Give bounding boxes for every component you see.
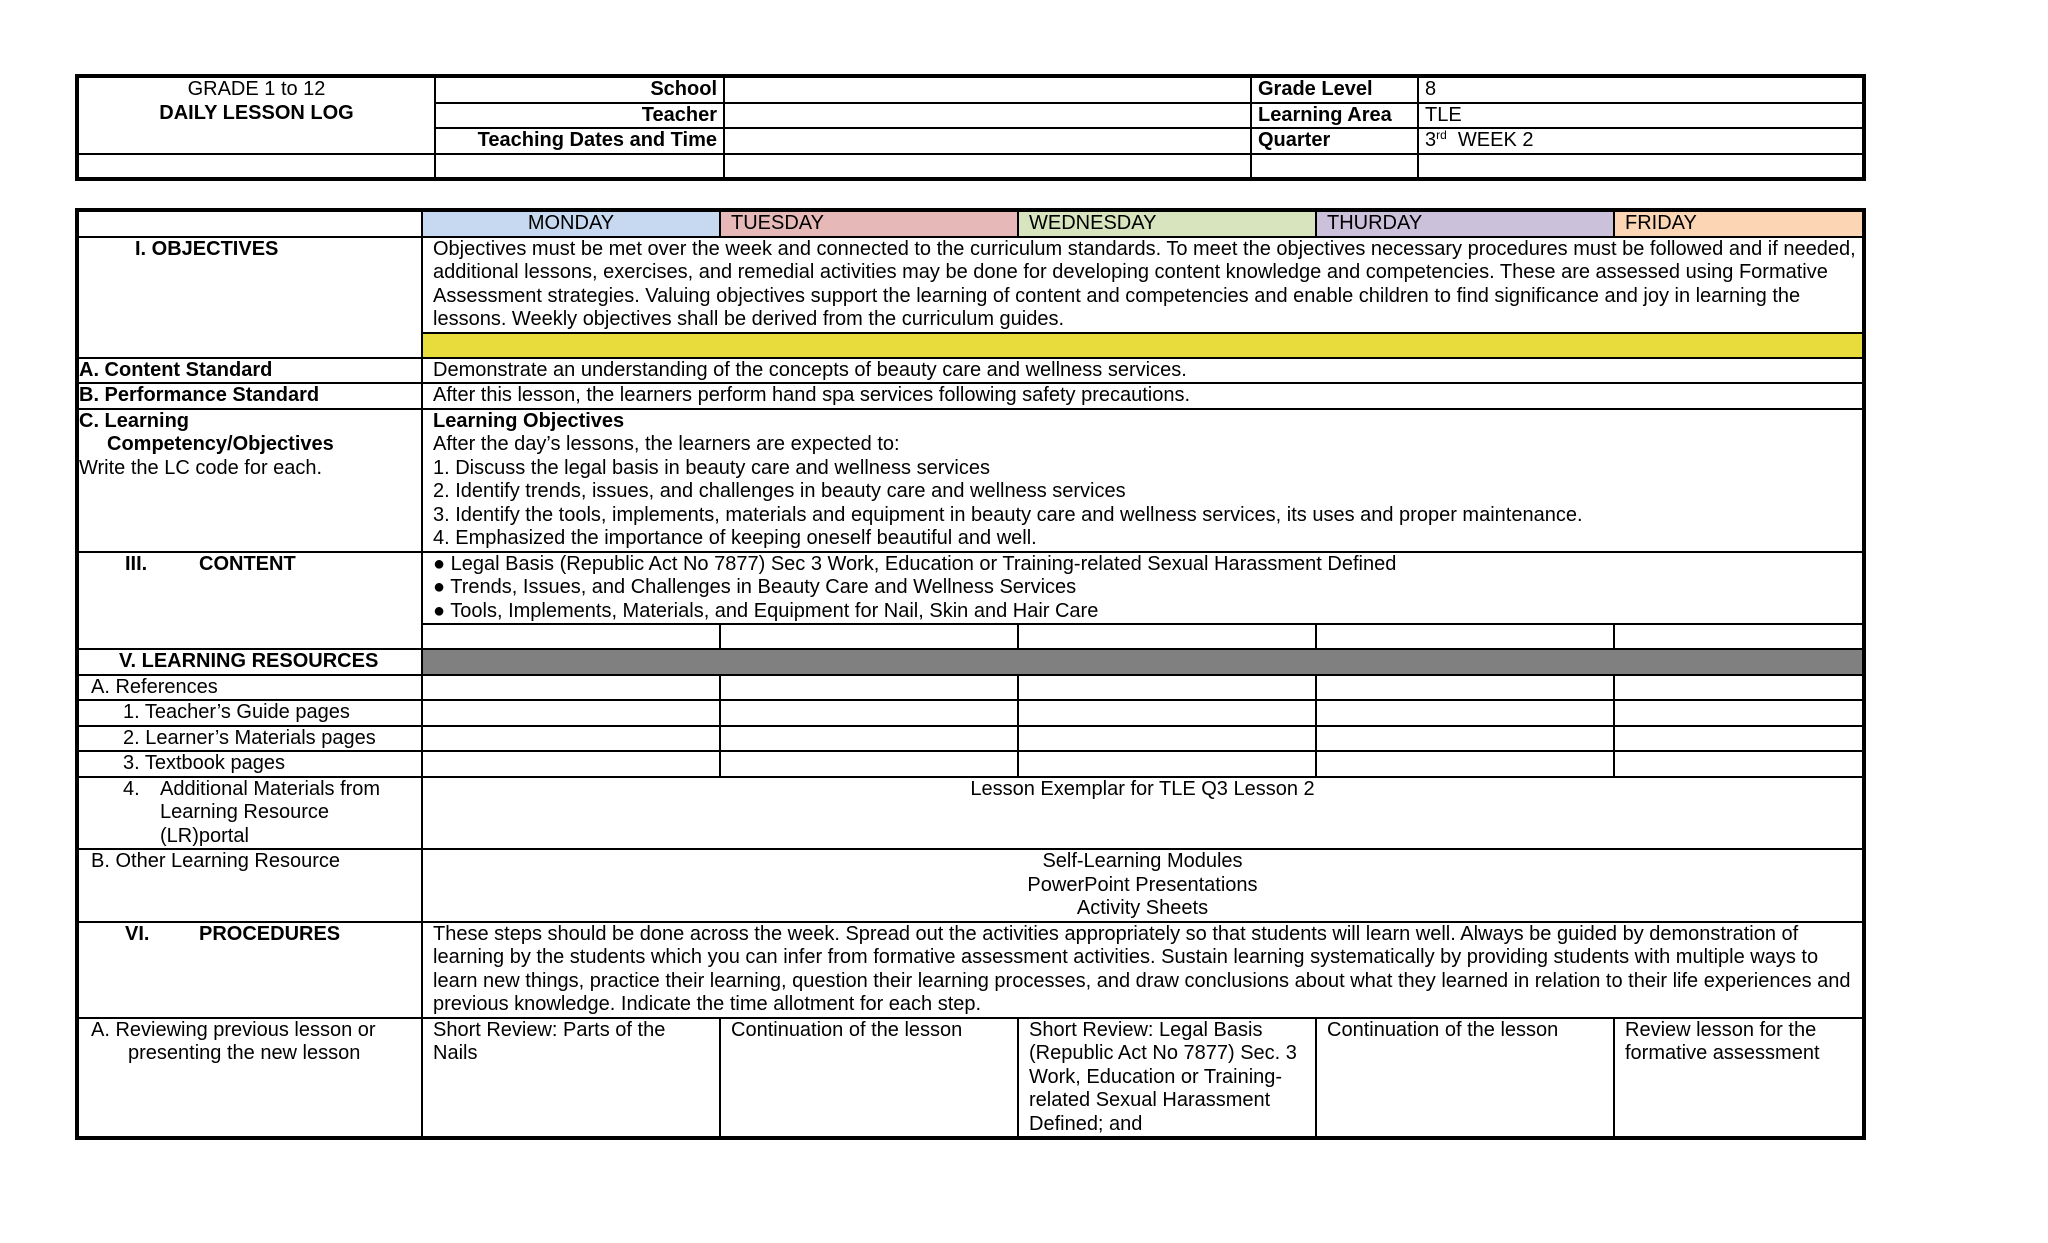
additional-materials-value: Lesson Exemplar for TLE Q3 Lesson 2: [422, 777, 1864, 850]
content-standard-text: Demonstrate an understanding of the concepts of beauty care and wellness services.: [422, 358, 1864, 384]
competency-label: C. Learning Competency/Objectives Write the LC code for each.: [77, 409, 422, 552]
lm-friday: [1614, 726, 1864, 752]
teacher-label: Teacher: [435, 103, 724, 129]
lm-tuesday: [720, 726, 1018, 752]
references-wednesday: [1018, 675, 1316, 701]
learning-area-value: TLE: [1418, 103, 1864, 129]
competency-intro: After the day’s lessons, the learners are expected to:: [433, 433, 900, 455]
header-blank-2: [435, 154, 724, 179]
day-friday: FRIDAY: [1614, 210, 1864, 237]
competency-item: 2. Identify trends, issues, and challenges in beauty care and wellness services: [433, 480, 1126, 502]
header-table: [75, 74, 1866, 181]
teacher-value: [724, 103, 1251, 129]
performance-standard-text: After this lesson, the learners perform hand spa services following safety precautions.: [422, 383, 1864, 409]
content-wednesday: [1018, 624, 1316, 649]
day-monday: MONDAY: [422, 210, 720, 237]
procedures-text: These steps should be done across the week. Spread out the activities appropriately so that students will learn well. Always be guided by demonstration of learning by the students which you can infer from formative assessment activities. Sustain learning systematically by providing students with multiple ways to learn new things, practice their learning, question their learning processes, and draw conclusions about what they learned in relation to their life experiences and previous knowledge. Indicate the time allotment for each step.: [422, 922, 1864, 1018]
day-header-blank: [77, 210, 422, 237]
competency-item: 1. Discuss the legal basis in beauty care and wellness services: [433, 456, 990, 479]
other-resource-label: B. Other Learning Resource: [77, 849, 422, 922]
quarter-week: WEEK 2: [1457, 129, 1534, 151]
tb-wednesday: [1018, 751, 1316, 777]
header-blank-4: [1251, 154, 1418, 179]
references-tuesday: [720, 675, 1018, 701]
content-tuesday: [720, 624, 1018, 649]
objectives-text: Objectives must be met over the week and connected to the curriculum standards. To meet the objectives necessary procedures must be followed and if needed, additional lessons, exercises, and remedial activities may be done for developing content knowledge and competencies. These are assessed using Formative Assessment strategies. Valuing objectives support the learning of content and competencies and enable children to find significance and joy in learning the lessons. Weekly objectives shall be derived from the curriculum guides.: [422, 237, 1864, 333]
other-resource-value: Self-Learning Modules PowerPoint Presentations Activity Sheets: [422, 849, 1864, 922]
review-tuesday: Continuation of the lesson: [720, 1018, 1018, 1139]
quarter-label: Quarter: [1251, 128, 1418, 154]
content-label: III. CONTENT: [77, 552, 422, 650]
lm-monday: [422, 726, 720, 752]
teaching-dates-label: Teaching Dates and Time: [435, 128, 724, 154]
learners-materials-label: 2. Learner’s Materials pages: [77, 726, 422, 752]
references-thursday: [1316, 675, 1614, 701]
tg-thursday: [1316, 700, 1614, 726]
header-blank-1: [77, 154, 435, 179]
references-label: A. References: [77, 675, 422, 701]
competency-item: 3. Identify the tools, implements, materials and equipment in beauty care and wellness services, its uses and proper maintenance.: [433, 503, 1583, 526]
review-label: A. Reviewing previous lesson or presenting the new lesson: [77, 1018, 422, 1139]
additional-materials-label: 4. Additional Materials from Learning Resource (LR)portal: [77, 777, 422, 850]
tb-monday: [422, 751, 720, 777]
lm-wednesday: [1018, 726, 1316, 752]
objectives-label: I. OBJECTIVES: [77, 237, 422, 358]
review-friday: Review lesson for the formative assessment: [1614, 1018, 1864, 1139]
tb-thursday: [1316, 751, 1614, 777]
day-thursday: THURDAY: [1316, 210, 1614, 237]
quarter-number: 3: [1425, 129, 1437, 151]
tg-wednesday: [1018, 700, 1316, 726]
tg-monday: [422, 700, 720, 726]
main-table: [75, 208, 1866, 1140]
content-item: ● Tools, Implements, Materials, and Equipment for Nail, Skin and Hair Care: [433, 599, 1099, 622]
procedures-label: VI. PROCEDURES: [77, 922, 422, 1018]
teachers-guide-label: 1. Teacher’s Guide pages: [77, 700, 422, 726]
learning-area-label: Learning Area: [1251, 103, 1418, 129]
lm-thursday: [1316, 726, 1614, 752]
teaching-dates-value: [724, 128, 1251, 154]
grade-level-label: Grade Level: [1251, 76, 1418, 103]
content-item: ● Legal Basis (Republic Act No 7877) Sec 3 Work, Education or Training-related Sexual Harassment Defined: [433, 552, 1397, 575]
competency-item: 4. Emphasized the importance of keeping oneself beautiful and well.: [433, 527, 1037, 549]
day-wednesday: WEDNESDAY: [1018, 210, 1316, 237]
content-monday: [422, 624, 720, 649]
header-blank-3: [724, 154, 1251, 179]
school-label: School: [435, 76, 724, 103]
school-value: [724, 76, 1251, 103]
performance-standard-label: B. Performance Standard: [77, 383, 422, 409]
competency-heading: Learning Objectives: [433, 409, 625, 432]
content-thursday: [1316, 624, 1614, 649]
tb-friday: [1614, 751, 1864, 777]
textbook-label: 3. Textbook pages: [77, 751, 422, 777]
review-wednesday: Short Review: Legal Basis (Republic Act No 7877) Sec. 3 Work, Education or Training-related Sexual Harassment Defined; and: [1018, 1018, 1316, 1139]
content-text: [422, 552, 1864, 625]
review-thursday: Continuation of the lesson: [1316, 1018, 1614, 1139]
tg-friday: [1614, 700, 1864, 726]
dll-title: [77, 76, 435, 154]
content-friday: [1614, 624, 1864, 649]
objectives-highlight-bar: [422, 333, 1864, 358]
references-monday: [422, 675, 720, 701]
content-standard-label: A. Content Standard: [77, 358, 422, 384]
learning-resources-bar: [422, 649, 1864, 675]
dll-title-line1: GRADE 1 to 12: [187, 78, 326, 100]
day-tuesday: TUESDAY: [720, 210, 1018, 237]
grade-level-value: 8: [1418, 76, 1864, 103]
header-blank-5: [1418, 154, 1864, 179]
tg-tuesday: [720, 700, 1018, 726]
tb-tuesday: [720, 751, 1018, 777]
review-monday: Short Review: Parts of the Nails: [422, 1018, 720, 1139]
competency-text: [422, 409, 1864, 552]
learning-resources-label: V. LEARNING RESOURCES: [77, 649, 422, 675]
dll-title-line2: DAILY LESSON LOG: [159, 101, 354, 124]
content-item: ● Trends, Issues, and Challenges in Beauty Care and Wellness Services: [433, 576, 1077, 598]
quarter-suffix: rd: [1436, 128, 1447, 142]
references-friday: [1614, 675, 1864, 701]
quarter-value: [1418, 128, 1864, 154]
